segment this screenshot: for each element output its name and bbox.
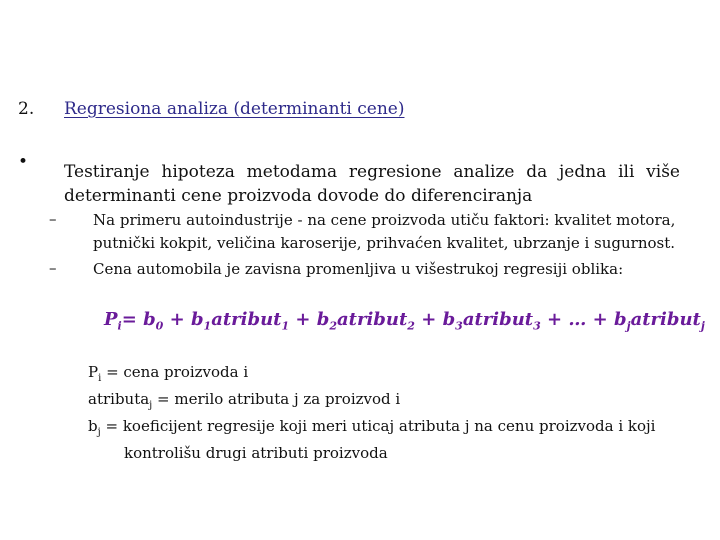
main-point: Testiranje hipoteza metodama regresione analize da jedna ili više determinanti cene proizvoda dovode do diferenciranja (64, 162, 680, 206)
def-var: b (88, 417, 98, 435)
def-text: = cena proizvoda i (101, 363, 249, 381)
formula-part: + b (289, 309, 330, 330)
regression-formula (104, 309, 705, 333)
definition-price (88, 362, 680, 389)
formula-part: + b (414, 309, 456, 330)
formula-sub: i (117, 319, 122, 333)
section-number: 2. (18, 99, 35, 119)
sub-point-2: Cena automobila je zavisna promenljiva u višestrukoj regresiji oblika: (93, 260, 624, 278)
def-text: = merilo atributa j za proizvod i (152, 390, 401, 408)
formula-sub: 2 (407, 319, 415, 333)
definition-coefficient-continued: kontrolišu drugi atributi proizvoda (124, 444, 388, 462)
formula-part: = b (121, 309, 156, 330)
formula-sub: 1 (203, 319, 212, 333)
formula-part: atribut (337, 309, 408, 330)
formula-sub: j (626, 319, 631, 333)
section-title: Regresiona analiza (determinanti cene) (64, 99, 405, 119)
formula-part: + b (163, 309, 204, 330)
formula-part: + … + b (540, 309, 627, 330)
formula-sub: j (700, 319, 705, 333)
definitions (88, 362, 680, 464)
bullet-marker: • (18, 152, 29, 172)
dash-marker: – (49, 210, 57, 228)
formula-sub: 1 (281, 319, 290, 333)
formula-part: atribut (630, 309, 701, 330)
def-text: = koeficijent regresije koji meri uticaj atributa j na cenu proizvoda i koji (100, 417, 656, 435)
formula-sub: 2 (329, 319, 337, 333)
definition-attribute (88, 389, 680, 416)
def-sub: j (149, 400, 153, 411)
formula-sub: 3 (455, 319, 463, 333)
def-var: atributa (88, 390, 150, 408)
def-sub: i (98, 373, 102, 384)
dash-marker: – (49, 259, 57, 277)
sub-point-1: Na primeru autoindustrije - na cene proizvoda utiču faktori: kvalitet motora, putnički kokpit, veličina karoserije, prihvaćen kvalitet, ubrzanje i sugurnost. (93, 211, 676, 252)
def-var: P (88, 363, 99, 381)
formula-part: atribut (211, 309, 282, 330)
def-sub: j (97, 427, 101, 438)
formula-sub: 0 (155, 319, 164, 333)
formula-part: atribut (462, 309, 534, 330)
formula-sub: 3 (533, 319, 541, 333)
formula-part: P (104, 309, 118, 330)
definition-coefficient (88, 416, 680, 443)
